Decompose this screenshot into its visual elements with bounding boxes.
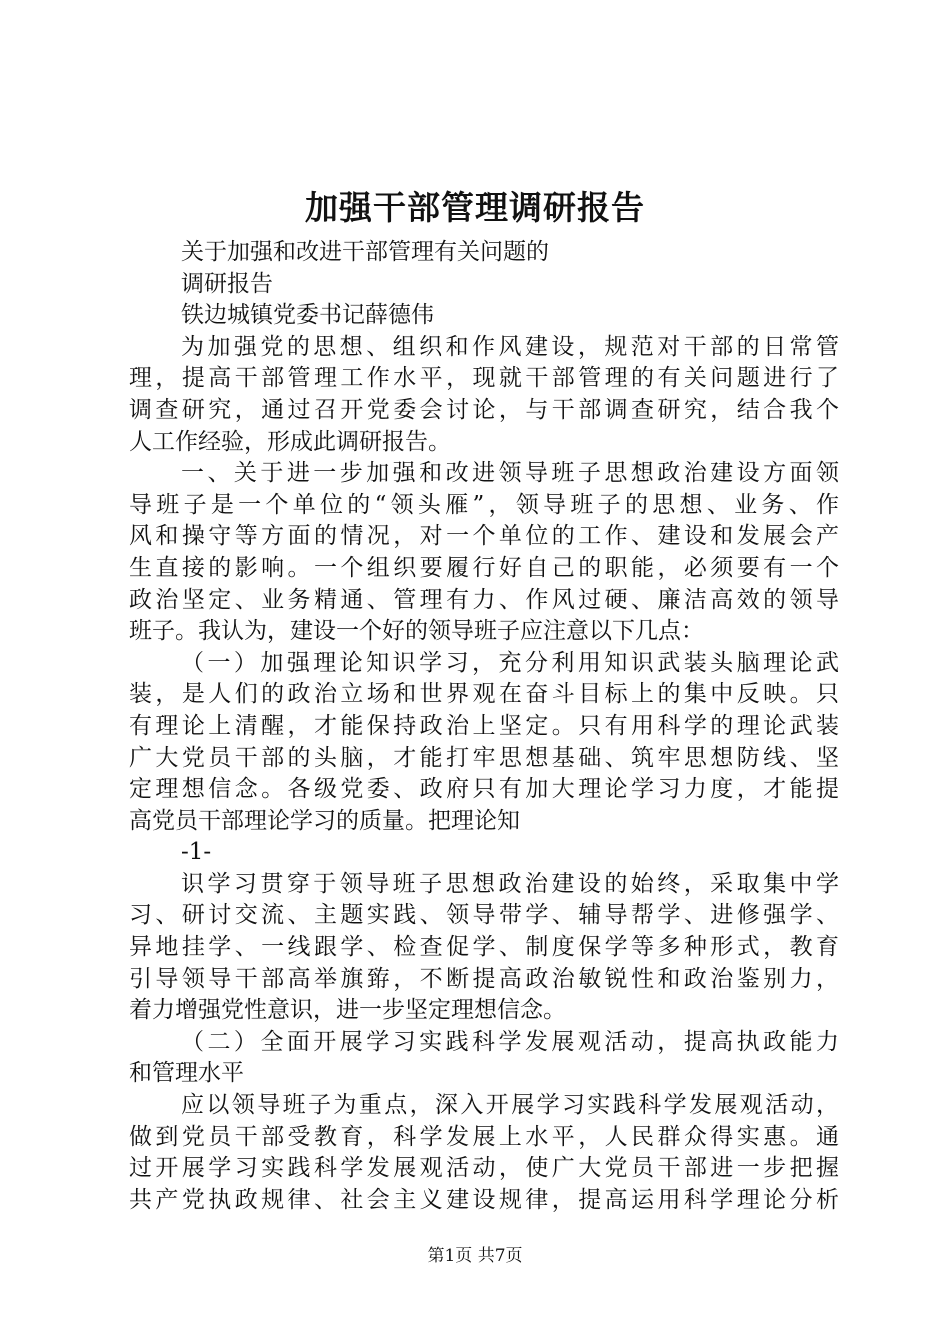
text-line: 调查研究，通过召开党委会讨论，与干部调查研究，结合我个	[129, 396, 839, 423]
text-line: （二）全面开展学习实践科学发展观活动，提高执政能力	[181, 1028, 839, 1055]
text-line: 风和操守等方面的情况，对一个单位的工作、建设和发展会产	[129, 523, 839, 550]
text-line: 着力增强党性意识，进一步坚定理想信念。	[129, 997, 566, 1024]
text-line: 为加强党的思想、组织和作风建设，规范对干部的日常管	[181, 333, 839, 360]
text-line: （一）加强理论知识学习，充分利用知识武装头脑理论武	[181, 649, 839, 676]
text-line: 生直接的影响。一个组织要履行好自己的职能，必须要有一个	[129, 554, 839, 581]
text-line: 异地挂学、一线跟学、检查促学、制度保学等多种形式，教育	[129, 934, 839, 961]
text-line: 应以领导班子为重点，深入开展学习实践科学发展观活动，	[181, 1092, 839, 1119]
text-line: 一、关于进一步加强和改进领导班子思想政治建设方面领	[181, 460, 839, 487]
text-line: 政治坚定、业务精通、管理有力、作风过硬、廉洁高效的领导	[129, 586, 839, 613]
text-line: 做到党员干部受教育，科学发展上水平，人民群众得实惠。通	[129, 1123, 839, 1150]
text-line: 定理想信念。各级党委、政府只有加大理论学习力度，才能提	[129, 776, 839, 803]
text-line: 调研报告	[181, 270, 273, 297]
page-footer: 第1页 共7页	[427, 1246, 523, 1266]
page-marker: -1-	[181, 839, 212, 866]
text-line: 理，提高干部管理工作水平，现就干部管理的有关问题进行了	[129, 365, 839, 392]
text-line: 导班子是一个单位的“领头雁”，领导班子的思想、业务、作	[129, 491, 839, 518]
text-line: 引导领导干部高举旗臶，不断提高政治敏锐性和政治鉴别力，	[129, 965, 839, 992]
text-line: 班子。我认为，建设一个好的领导班子应注意以下几点：	[129, 618, 704, 645]
text-line: 有理论上清醒，才能保持政治上坚定。只有用科学的理论武装	[129, 712, 839, 739]
text-line: 关于加强和改进干部管理有关问题的	[181, 239, 549, 265]
text-line: 识学习贯穿于领导班子思想政治建设的始终，采取集中学	[181, 870, 839, 897]
document-title: 加强干部管理调研报告	[305, 188, 645, 227]
text-line: 习、研讨交流、主题实践、领导带学、辅导帮学、进修强学、	[129, 902, 839, 929]
text-line: 过开展学习实践科学发展观活动，使广大党员干部进一步把握	[129, 1155, 839, 1182]
text-line: 人工作经验，形成此调研报告。	[129, 428, 451, 455]
text-line: 广大党员干部的头脑，才能打牢思想基础、筑牢思想防线、坚	[129, 744, 839, 771]
document-body	[129, 237, 839, 1216]
text-line: 高党员干部理论学习的质量。把理论知	[129, 807, 520, 834]
text-line: 共产党执政规律、社会主义建设规律，提高运用科学理论分析	[129, 1186, 839, 1213]
text-line: 铁边城镇党委书记薛德伟	[181, 302, 434, 329]
text-line: 装，是人们的政治立场和世界观在奋斗目标上的集中反映。只	[129, 681, 839, 708]
text-line: 和管理水平	[129, 1060, 244, 1087]
